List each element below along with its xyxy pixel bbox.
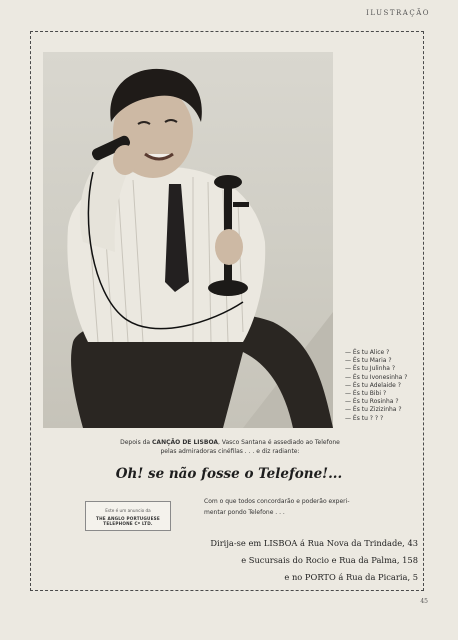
caller-line: — És tu Julinha ? — [345, 365, 396, 373]
remark-line-2: mentar pondo Telefone . . . — [204, 509, 285, 516]
magazine-header: ILUSTRAÇÃO — [366, 9, 430, 17]
note-line-1: Este é um anuncio da — [105, 508, 151, 513]
remark-text — [204, 496, 384, 518]
caller-line: — És tu Ivonesinha ? — [345, 373, 408, 381]
address-line-3: e no PORTO á Rua da Picaria, 5 — [284, 572, 418, 582]
caption-line-1 — [80, 438, 380, 447]
remark-line-1: Com o que todos concordarão e poderão experi- — [204, 498, 350, 505]
caption-lead: Depois da — [120, 439, 153, 446]
caption-line-2: pelas admiradoras cinéfilas . . . e diz radiante: — [160, 448, 300, 455]
photo-caption — [80, 438, 380, 456]
caller-line: — És tu Maria ? — [345, 357, 392, 365]
caption-song-title: CANÇÃO DE LISBOA — [152, 439, 219, 446]
caption-rest: , Vasco Santana é assediado ao Telefone — [218, 439, 340, 446]
address-line-2: e Sucursais do Rocio e Rua da Palma, 158 — [241, 555, 418, 565]
caller-line: — És tu Rosinha ? — [345, 398, 399, 406]
man-on-telephone-illustration — [43, 52, 333, 428]
note-company-name: THE ANGLO PORTUGUESE TELEPHONE Cº LTD. — [96, 516, 160, 526]
callers-list — [345, 349, 425, 423]
slogan: Oh! se não fosse o Telefone!... — [115, 466, 343, 482]
caller-line: — És tu Adelaide ? — [345, 381, 401, 389]
photo-vasco-santana — [43, 52, 333, 428]
address-line-1: Dirija-se em LISBOA á Rua Nova da Trindade, 43 — [210, 538, 418, 548]
page-number: 45 — [420, 598, 428, 605]
caller-line: — És tu Zizizinha ? — [345, 406, 402, 414]
advertiser-note-box — [85, 501, 171, 531]
caller-line: — És tu Bibi ? — [345, 390, 387, 398]
caller-line: — És tu Alice ? — [345, 349, 390, 356]
address-block — [158, 535, 418, 586]
caller-line: — És tu ? ? ? — [345, 414, 384, 422]
